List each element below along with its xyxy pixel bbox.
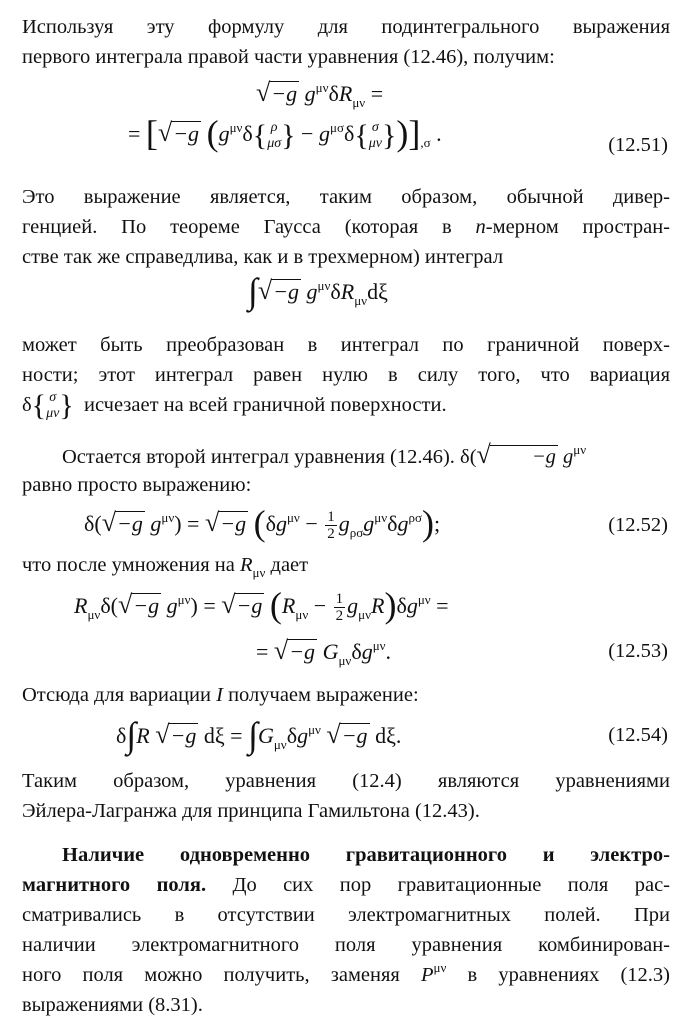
text-line: магнитного поля. До сих пор гравитационные поля рас- [22,874,670,896]
text-line: Таким образом, уравнения (12.4) являются уравнениями [22,770,670,792]
text-line: Это выражение является, таким образом, обычной дивер- [22,186,670,208]
equation-number: (12.51) [608,134,668,156]
paragraph-second-integral-cont [22,470,670,500]
equation-12-51-line2: = [√−g ($g^{\mu\nu}\delta${ ρ μσ } − $g^{\mu\sigma}\delta${ σ μν })]$_{,\sigma}$ . [128,113,442,153]
paragraph-multiply [22,550,670,580]
text-line: сматривались в отсутствии электромагнитных полей. При [22,904,670,926]
text-line: Остается второй интеграл уравнения (12.46). δ(√ −g $g^{\mu\nu}$ [62,440,587,469]
section-heading: Наличие одновременно гравитационного и электро- [62,844,670,866]
equation-12-53-line1: $R_{\mu\nu}\delta(√-g$ $g^{\mu\nu}) = √-g$ ($R_{\mu\nu}$ − $\frac{1}{2}$ $g_{\mu\nu}R)\delta g^{\mu\nu}$ = [74,585,449,625]
paragraph-second-integral [22,440,670,472]
text-line: что после умножения на $R_{\mu\nu}$ дает [22,554,309,580]
text-line: Эйлера-Лагранжа для принципа Гамильтона (12.43). [22,800,480,822]
paragraph-intro [22,12,670,72]
equation-integral: ∫√−g $g^{\mu\nu}\delta R_{\mu\nu}d\xi$ [248,271,388,311]
equation-number: (12.53) [608,640,668,662]
equation-12-54: δ∫R √−g $d\xi = \int G_{\mu\nu}\delta g^{\mu\nu}$ √−g dξ. [116,715,402,755]
text-line: наличии электромагнитного поля уравнения комбинирован- [22,934,670,956]
equation-12-51-line1: √−g $g^{\mu\nu}\delta R_{\mu\nu}$ = [256,78,384,110]
paragraph-gauss [22,330,670,422]
text-line: равно просто выражению: [22,474,252,496]
text-line: выражениями (8.31). [22,994,203,1016]
paragraph-variation [22,680,670,710]
equation-number: (12.52) [608,514,668,536]
text-line: Используя эту формулу для подинтегрального выражения [22,16,670,38]
text-line: первого интеграла правой части уравнения (12.46), получим: [22,46,555,68]
text-line: δ{ σ μν } исчезает на всей граничной поверхности. [22,389,447,423]
text-line: ности; этот интеграл равен нулю в силу того, что вариация [22,364,670,386]
paragraph-combined-field [22,840,670,1020]
text-line: может быть преобразован в интеграл по граничной поверх- [22,334,670,356]
equation-12-53-line2: = √−g $G_{\mu\nu}\delta g^{\mu\nu}$. [256,636,392,668]
text-line: генцией. По теореме Гаусса (которая в n-мерном простран- [22,216,670,238]
text-line: Отсюда для вариации I получаем выражение: [22,684,419,706]
paragraph-euler-lagrange [22,766,670,826]
paragraph-divergence [22,182,670,272]
equation-12-52: δ(√−g $g^{\mu\nu}) = √-g$ ($\delta g^{\mu\nu}$ − $\frac{1}{2}$ $g_{\rho\sigma}g^{\mu\nu}\delta g^{\rho\sigma}$); [84,503,441,543]
text-line: ного поля можно получить, заменяя $P^{\mu\nu}$ в уравнениях (12.3) [22,960,670,986]
text-line: стве так же справедлива, как и в трехмерном) интеграл [22,246,504,268]
equation-number: (12.54) [608,724,668,746]
